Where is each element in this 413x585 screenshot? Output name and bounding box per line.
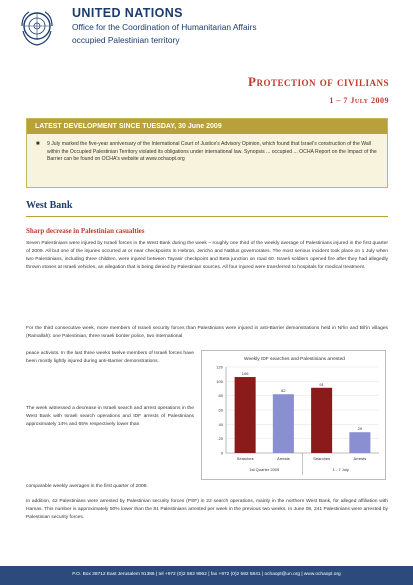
y-tick-label: 80 bbox=[218, 393, 223, 399]
un-emblem-icon bbox=[16, 7, 58, 49]
footer bbox=[0, 566, 413, 585]
paragraph-2a: For the third consecutive week, more members of Israeli security forces than Palestinians were injured in anti-Barrier demonstrations held in Ni'lin and Bil'in villages (Ramallah): one Palestinian, three Israeli border police, two international bbox=[26, 326, 388, 339]
latest-development-text: 9 July marked the five-year anniversary of the International Court of Justice's Advisory Opinion, which found that Israel's construction of the Wall within the Occupied Palestinian Territory violated its obligations under international law. Synopsis ... occupied ... OCHA Report on the Impact of the Barrier can be found on OCHA's website at www.ochaopt.org bbox=[47, 141, 377, 163]
org-name: UNITED NATIONS bbox=[72, 6, 183, 20]
latest-development-heading: LATEST DEVELOPMENT SINCE TUESDAY, 30 June 2009 bbox=[27, 119, 387, 134]
report-title: Protection of civilians bbox=[248, 74, 389, 89]
latest-development-item bbox=[36, 141, 381, 164]
x-group-label: 1 - 7 July bbox=[332, 467, 349, 472]
chart-bar bbox=[311, 388, 332, 453]
y-tick-label: 0 bbox=[220, 450, 223, 456]
bullet-icon: ■ bbox=[36, 141, 40, 147]
x-tick-label: Searches bbox=[236, 456, 254, 461]
y-tick-label: 60 bbox=[218, 407, 223, 413]
y-tick-label: 40 bbox=[218, 421, 223, 427]
x-group-label: 1st Quarter 2009 bbox=[249, 467, 280, 472]
x-tick-label: Searches bbox=[313, 456, 331, 461]
chart-bar bbox=[235, 377, 256, 453]
report-date: 1 – 7 July 2009 bbox=[329, 96, 389, 105]
section-divider bbox=[26, 216, 388, 217]
x-tick-label: Arrests bbox=[353, 456, 367, 461]
bar-value-label: 106 bbox=[241, 371, 249, 377]
chart-title: Weekly IDF searches and Palestinians arrested bbox=[244, 357, 345, 362]
chart-bar bbox=[349, 432, 370, 453]
paragraph-3b: comparable weekly averages in the first quarter of 2009. bbox=[26, 484, 148, 489]
header bbox=[0, 0, 413, 68]
latest-development-box bbox=[26, 118, 388, 188]
paragraph-3: The week witnessed a decrease in Israeli search and arrest operations in the West Bank with Israeli search operations and IDF arrests of Palestinians approximately 14% and 65% respectively lower than bbox=[26, 406, 194, 427]
section-title: West Bank bbox=[26, 200, 73, 211]
section-subtitle: Sharp decrease in Palestinian casualties bbox=[26, 227, 145, 235]
weekly-searches-chart bbox=[201, 350, 386, 480]
chart-bar bbox=[273, 394, 294, 453]
org-subtitle: Office for the Coordination of Humanitarian Affairs bbox=[72, 22, 257, 32]
bar-value-label: 29 bbox=[357, 426, 363, 432]
paragraph-1: Seven Palestinians were injured by Israeli forces in the West Bank during the week – roughly one third of the weekly average of Palestinians injured in the first quarter of 2009. All but one of the injuries occurred at or near checkpoints in Hebron, Jericho and Nablus governorates. The most serious incident took place on 1 July when two Palestinians, including three children, were injured between Tayasir checkpoint and Beta junction on road 60. Israeli soldiers opened fire after they had allegedly thrown stones at Israeli vehicles, an allegation that is being denied by Palestinian sources. All four injured were transferred to hospitals for medical treatment. bbox=[26, 241, 388, 270]
org-region: occupied Palestinian territory bbox=[72, 35, 180, 45]
paragraph-2b: peace activists. In the last three weeks twelve members of Israeli forces have been mostly lightly injured during anti-Barrier demonstrations. bbox=[26, 351, 194, 364]
bar-value-label: 91 bbox=[319, 381, 324, 387]
footer-contact: P.O. Box 38712 East Jerusalem 91386 | tel +972 (0)2 582 9962 | fax +972 (0)2 582 5841 | ochaopt@un.org | www.ochaopt.org bbox=[72, 572, 341, 577]
bar-value-label: 82 bbox=[281, 388, 286, 394]
y-tick-label: 100 bbox=[216, 378, 223, 384]
y-tick-label: 20 bbox=[218, 436, 223, 442]
chart-svg bbox=[202, 351, 387, 481]
x-tick-label: Arrests bbox=[277, 456, 290, 461]
paragraph-4: In addition, 42 Palestinians were arrested by Palestinian security forces (PSF) in 22 search operations, mainly in the northern West Bank, for alleged affiliation with Hamas. This number is approximately 50% lower than the 81 Palestinians arrested per week in the previous two weeks. In June 08, 241 Palestinians were arrested by Palestinian security forces. bbox=[26, 499, 388, 520]
y-tick-label: 120 bbox=[216, 364, 223, 370]
